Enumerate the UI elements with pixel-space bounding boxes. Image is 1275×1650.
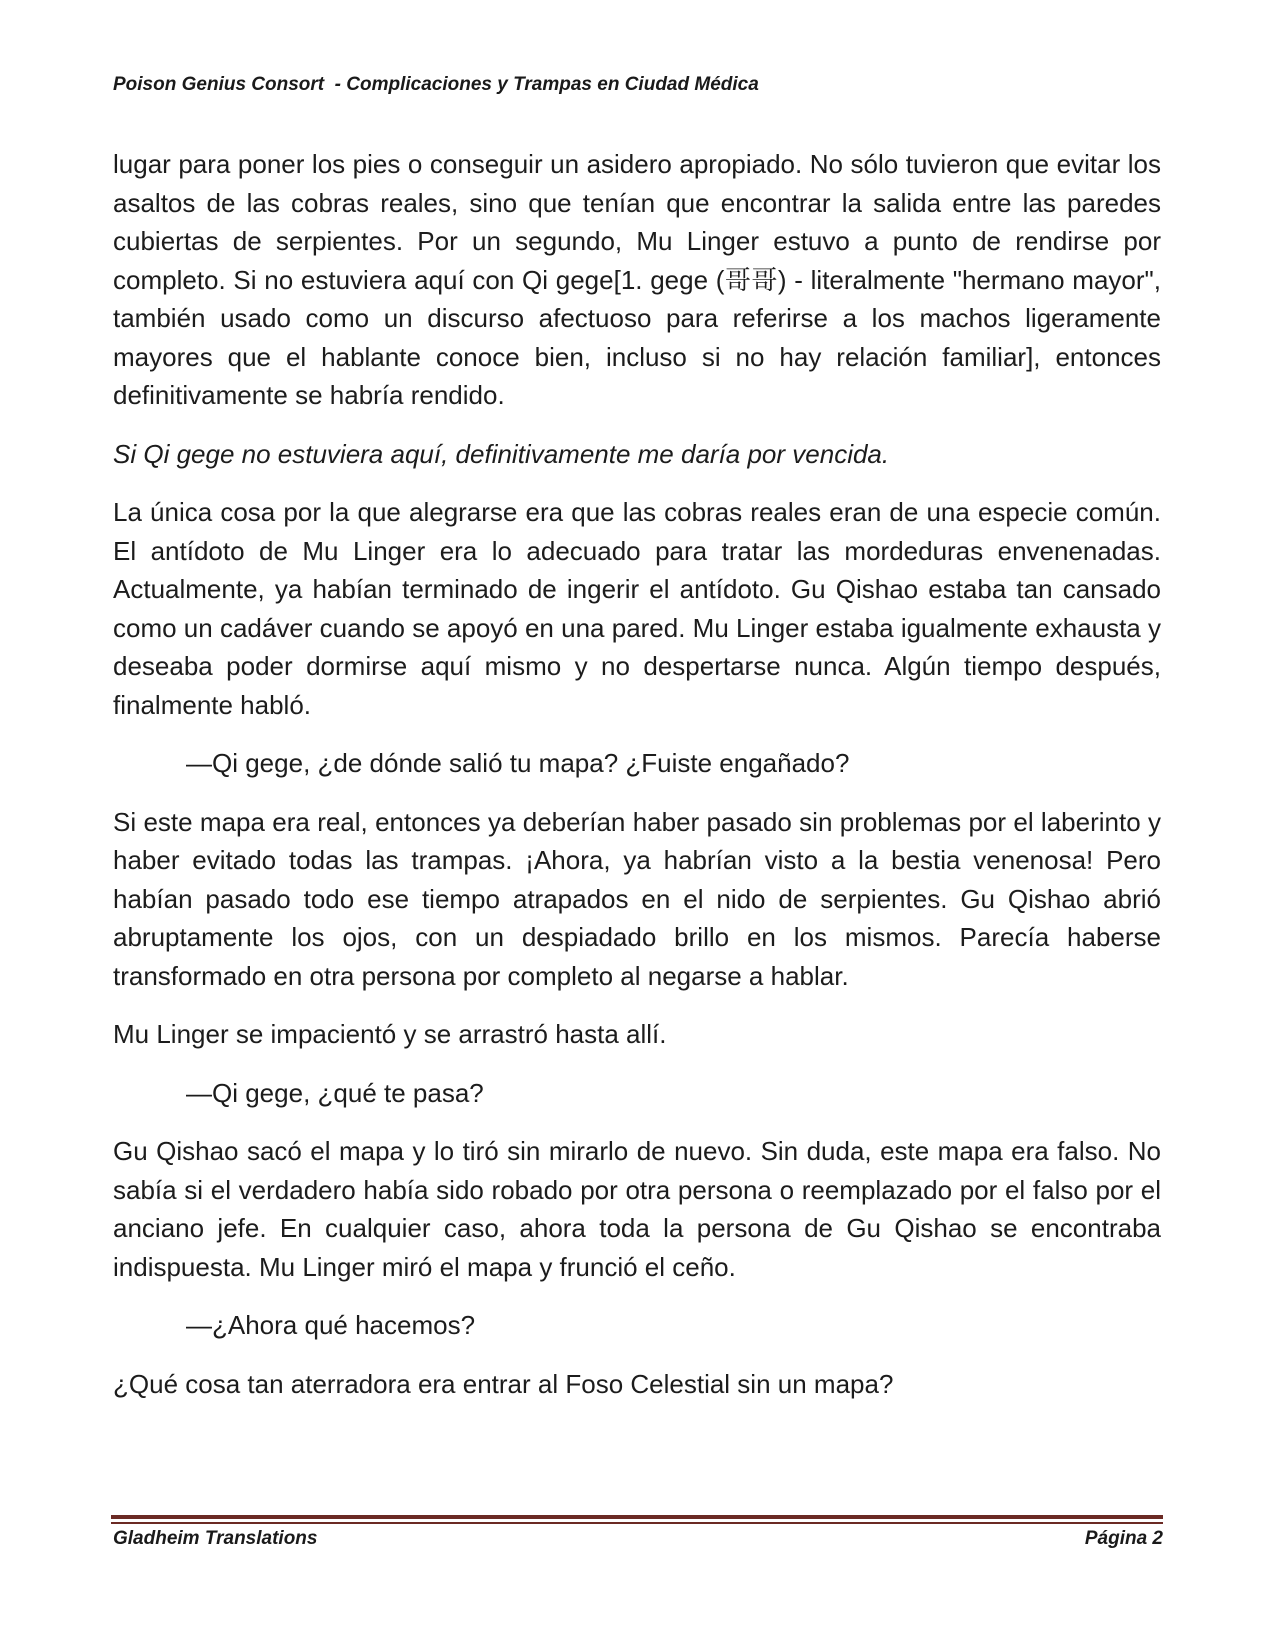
paragraph: ¿Qué cosa tan aterradora era entrar al Foso Celestial sin un mapa? (113, 1368, 894, 1399)
page-number: Página 2 (1084, 1528, 1163, 1549)
paragraph: Gu Qishao sacó el mapa y lo tiró sin mirarlo de nuevo. Sin duda, este mapa era falso. No sabía si el verdadero había sido robado por otra persona o reemplazado por el falso por el anciano jefe. En cualquier caso, ahora toda la persona de Gu Qishao se encontraba indispuesta. Mu Linger miró el mapa y frunció el ceño. (113, 1136, 1161, 1282)
paragraph: lugar para poner los pies o conseguir un asidero apropiado. No sólo tuvieron que evitar los asaltos de las cobras reales, sino que tenían que encontrar la salida entre las paredes cubiertas de serpientes. Por un segundo, Mu Linger estuvo a punto de rendirse por completo. Si no estuviera aquí con Qi gege[1. gege (哥哥) - literalmente "hermano mayor", también usado como un discurso afectuoso para referirse a los machos ligeramente mayores que el hablante conoce bien, incluso si no hay relación familiar], entonces definitivamente se habría rendido. (113, 149, 1161, 410)
dialogue-line: —Qi gege, ¿qué te pasa? (186, 1077, 484, 1108)
italic-thought: Si Qi gege no estuviera aquí, definitivamente me daría por vencida. (113, 438, 890, 469)
footer-rule-thin (111, 1522, 1163, 1524)
running-header: Poison Genius Consort - Complicaciones y Trampas en Ciudad Médica (113, 74, 759, 95)
paragraph: Mu Linger se impacientó y se arrastró hasta allí. (113, 1019, 667, 1049)
dialogue-line: —Qi gege, ¿de dónde salió tu mapa? ¿Fuiste engañado? (186, 748, 850, 778)
dialogue-line: —¿Ahora qué hacemos? (186, 1310, 476, 1340)
footer-rule-thick (111, 1515, 1163, 1519)
paragraph: Si este mapa era real, entonces ya deberían haber pasado sin problemas por el laberinto y haber evitado todas las trampas. ¡Ahora, ya habrían visto a la bestia venenosa! Pero habían pasado todo ese tiempo atrapados en el nido de serpientes. Gu Qishao abrió abruptamente los ojos, con un despiadado brillo en los mismos. Parecía haberse transformado en otra persona por completo al negarse a hablar. (113, 806, 1161, 991)
paragraph: La única cosa por la que alegrarse era que las cobras reales eran de una especie común. El antídoto de Mu Linger era lo adecuado para tratar las mordeduras envenenadas. Actualmente, ya habían terminado de ingerir el antídoto. Gu Qishao estaba tan cansado como un cadáver cuando se apoyó en una pared. Mu Linger estaba igualmente exhausta y deseaba poder dormirse aquí mismo y no despertarse nunca. Algún tiempo después, finalmente habló. (113, 497, 1161, 720)
footer-publisher: Gladheim Translations (113, 1528, 318, 1549)
page-body (113, 145, 1161, 1423)
